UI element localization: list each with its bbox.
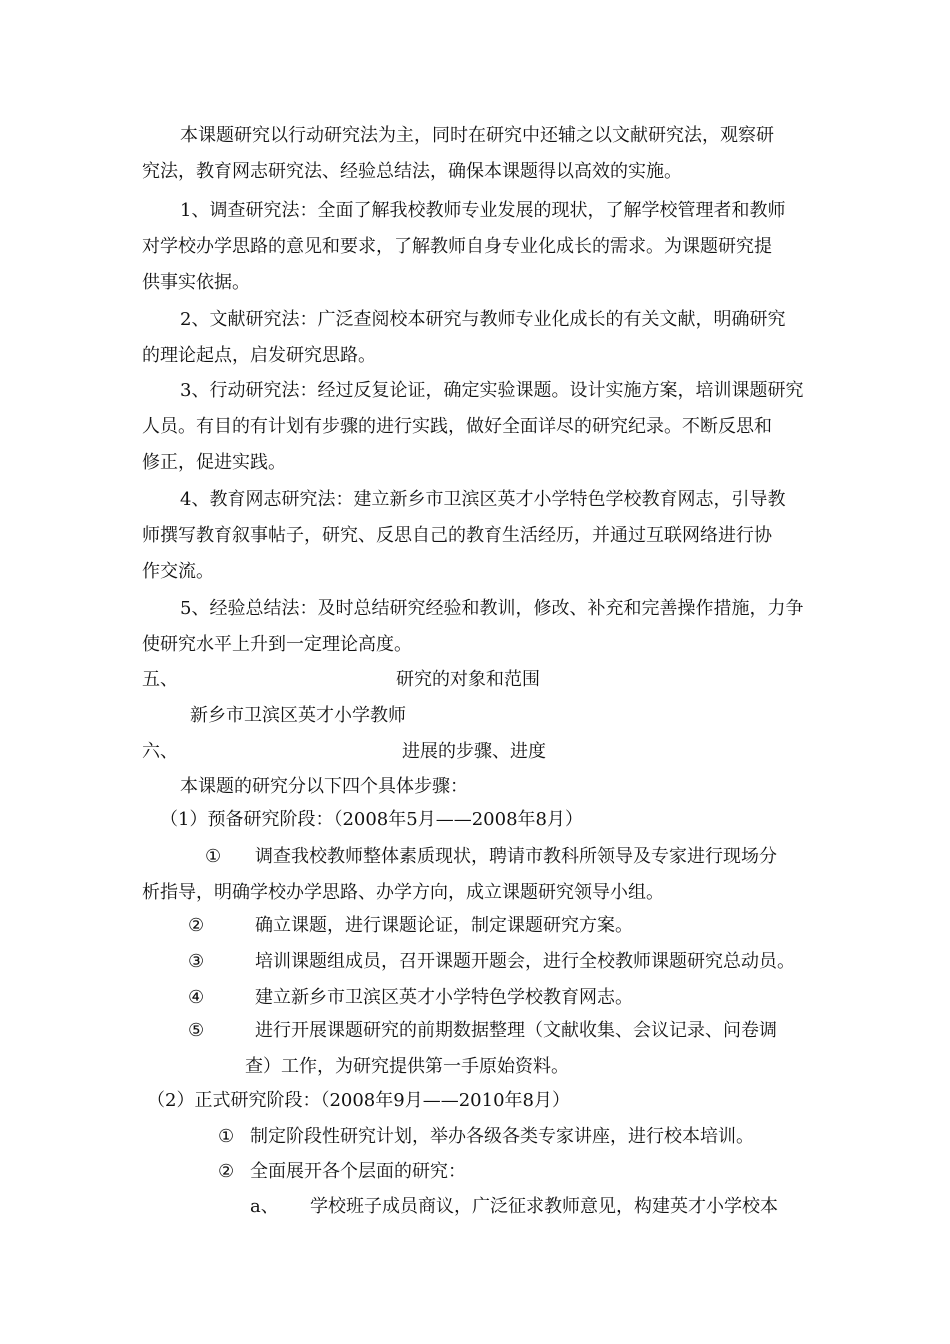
method-1-line-1: 1、调查研究法：全面了解我校教师专业发展的现状，了解学校管理者和教师 <box>180 200 786 221</box>
stage-1-item-4-text: 建立新乡市卫滨区英才小学特色学校教育网志。 <box>255 987 633 1008</box>
method-2-line-2: 的理论起点，启发研究思路。 <box>142 345 376 366</box>
method-2-line-1: 2、文献研究法：广泛查阅校本研究与教师专业化成长的有关文献，明确研究 <box>180 309 786 330</box>
section-5-body: 新乡市卫滨区英才小学教师 <box>190 705 406 726</box>
stage-1-heading: （1）预备研究阶段：（2008年5月——2008年8月） <box>160 809 583 830</box>
stage-1-item-5-mark: ⑤ <box>188 1020 205 1041</box>
stage-2-sub-a-text: 学校班子成员商议，广泛征求教师意见，构建英才小学校本 <box>310 1196 778 1217</box>
section-6-title: 进展的步骤、进度 <box>402 741 546 762</box>
stage-2-item-1-mark: ① <box>218 1126 235 1147</box>
method-1-line-3: 供事实依据。 <box>142 272 250 293</box>
method-3-line-3: 修正，促进实践。 <box>142 452 286 473</box>
stage-1-item-1-line-2: 析指导，明确学校办学思路、办学方向，成立课题研究领导小组。 <box>142 882 664 903</box>
section-6-intro: 本课题的研究分以下四个具体步骤： <box>180 776 468 797</box>
method-5-line-2: 使研究水平上升到一定理论高度。 <box>142 634 412 655</box>
stage-1-item-4-mark: ④ <box>188 987 205 1008</box>
intro-line-2: 究法，教育网志研究法、经验总结法，确保本课题得以高效的实施。 <box>142 161 682 182</box>
section-6-number: 六、 <box>142 741 178 762</box>
stage-1-item-2-mark: ② <box>188 915 205 936</box>
section-5-title: 研究的对象和范围 <box>396 669 540 690</box>
stage-1-item-3-mark: ③ <box>188 951 205 972</box>
stage-1-item-1-mark: ① <box>205 846 222 867</box>
method-3-line-1: 3、行动研究法：经过反复论证，确定实验课题。设计实施方案，培训课题研究 <box>180 380 804 401</box>
stage-2-heading: （2）正式研究阶段：（2008年9月——2010年8月） <box>147 1090 570 1111</box>
stage-1-item-2-text: 确立课题，进行课题论证，制定课题研究方案。 <box>255 915 633 936</box>
section-5-number: 五、 <box>142 669 178 690</box>
stage-1-item-1-line-1: 调查我校教师整体素质现状，聘请市教科所领导及专家进行现场分 <box>255 846 777 867</box>
method-4-line-2: 师撰写教育叙事帖子，研究、反思自己的教育生活经历，并通过互联网络进行协 <box>142 525 772 546</box>
stage-2-item-2-text: 全面展开各个层面的研究： <box>250 1161 466 1182</box>
stage-1-item-5-line-2: 查）工作，为研究提供第一手原始资料。 <box>245 1056 569 1077</box>
intro-line-1: 本课题研究以行动研究法为主，同时在研究中还辅之以文献研究法，观察研 <box>180 125 774 146</box>
stage-2-sub-a-mark: a、 <box>250 1196 279 1217</box>
method-1-line-2: 对学校办学思路的意见和要求，了解教师自身专业化成长的需求。为课题研究提 <box>142 236 772 257</box>
method-5-line-1: 5、经验总结法：及时总结研究经验和教训，修改、补充和完善操作措施，力争 <box>180 598 804 619</box>
stage-2-item-1-text: 制定阶段性研究计划，举办各级各类专家讲座，进行校本培训。 <box>250 1126 754 1147</box>
method-3-line-2: 人员。有目的有计划有步骤的进行实践，做好全面详尽的研究纪录。不断反思和 <box>142 416 772 437</box>
stage-1-item-3-text: 培训课题组成员，召开课题开题会，进行全校教师课题研究总动员。 <box>255 951 795 972</box>
stage-1-item-5-line-1: 进行开展课题研究的前期数据整理（文献收集、会议记录、问卷调 <box>255 1020 777 1041</box>
method-4-line-3: 作交流。 <box>142 561 214 582</box>
method-4-line-1: 4、教育网志研究法：建立新乡市卫滨区英才小学特色学校教育网志，引导教 <box>180 489 786 510</box>
stage-2-item-2-mark: ② <box>218 1161 235 1182</box>
